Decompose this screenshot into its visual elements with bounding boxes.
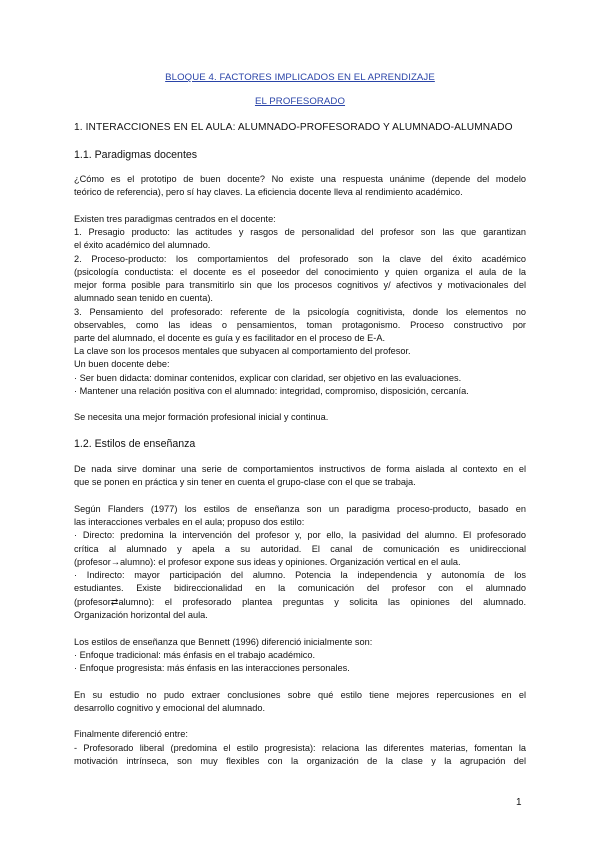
paragraph-line: desarrollo cognitivo y emocional del alumnado.	[74, 703, 266, 713]
bloque-title-link[interactable]: BLOQUE 4. FACTORES IMPLICADOS EN EL APRENDIZAJE	[165, 72, 435, 83]
paragraph-line: el éxito académico del alumnado.	[74, 240, 211, 250]
paragraph-line: 2. Proceso-producto: los comportamientos del profesorado son la clave del éxito académico	[74, 254, 526, 264]
paragraph-line: (profesor⇄alumno): el profesorado plantea preguntas y solicita las opiniones del alumnado.	[74, 597, 526, 607]
subsection-heading: 1.1. Paradigmas docentes	[74, 149, 198, 161]
paragraph-line: las interacciones verbales en el aula; propuso dos estilo:	[74, 517, 305, 527]
paragraph-line: Finalmente diferenció entre:	[74, 729, 188, 739]
paragraph-line: Según Flanders (1977) los estilos de enseñanza son un paradigma proceso-producto, basado en	[74, 504, 526, 514]
paragraph-line: 3. Pensamiento del profesorado: referente de la psicología cognitivista, donde los elementos no	[74, 307, 526, 317]
paragraph-line: · Enfoque progresista: más énfasis en las interacciones personales.	[74, 663, 350, 673]
paragraph-line: ¿Cómo es el prototipo de buen docente? No existe una respuesta unánime (depende del modelo	[74, 174, 526, 184]
paragraph-line: mejor forma posible para transmitirlo sin que los procesos cognitivos y/ afectivos y motivacionales del	[74, 280, 526, 290]
paragraph-line: En su estudio no pudo extraer conclusiones sobre qué estilo tiene mejores repercusiones en el	[74, 690, 526, 700]
page-number: 1	[516, 797, 522, 808]
paragraph-line: - Profesorado liberal (predomina el estilo progresista): relaciona las diferentes materias, fomentan la	[74, 743, 526, 753]
paragraph-line: que se ponen en práctica y sin tener en cuenta el grupo-clase con el que se trabaja.	[74, 477, 416, 487]
paragraph-line: Se necesita una mejor formación profesional inicial y continua.	[74, 412, 329, 422]
paragraph-line: teórico de referencia), pero sí hay claves. La eficiencia docente lleva al rendimiento académico.	[74, 187, 463, 197]
paragraph-line: Un buen docente debe:	[74, 359, 170, 369]
profesorado-title-link[interactable]: EL PROFESORADO	[254, 96, 346, 107]
paragraph-line: observables, como las ideas o pensamientos, toman protagonismo. Proceso constructivo por	[74, 320, 526, 330]
section-heading: 1. INTERACCIONES EN EL AULA: ALUMNADO-PROFESORADO Y ALUMNADO-ALUMNADO	[74, 122, 513, 133]
subsection-heading: 1.2. Estilos de enseñanza	[74, 438, 196, 450]
paragraph-line: crítica al alumnado y apela a su autoridad. El canal de comunicación es unidireccional	[74, 544, 526, 554]
paragraph-line: Los estilos de enseñanza que Bennett (1996) diferenció inicialmente son:	[74, 637, 373, 647]
paragraph-line: · Mantener una relación positiva con el alumnado: integridad, compromiso, disposición, cercanía.	[74, 386, 469, 396]
paragraph-line: (psicología conductista: el docente es el poseedor del conocimiento y quien organiza el aula de la	[74, 267, 526, 277]
paragraph-line: estudiantes. Existe bidireccionalidad en la comunicación del profesor con el alumnado	[74, 583, 526, 593]
paragraph-line: motivación intrínseca, son muy flexibles con la organización de la clase y la agrupación del	[74, 756, 526, 766]
paragraph-line: · Enfoque tradicional: más énfasis en el trabajo académico.	[74, 650, 316, 660]
paragraph-line: Organización horizontal del aula.	[74, 610, 208, 620]
paragraph-line: parte del alumnado, el docente es guía y es facilitador en el proceso de E-A.	[74, 333, 386, 343]
paragraph-line: Existen tres paradigmas centrados en el docente:	[74, 214, 276, 224]
paragraph-line: alumnado sean tenido en cuenta).	[74, 293, 213, 303]
paragraph-line: (profesor→alumno): el profesor expone sus ideas y opiniones. Organización vertical en el aula.	[74, 557, 461, 567]
paragraph-line: · Ser buen didacta: dominar contenidos, explicar con claridad, ser objetivo en las evaluaciones.	[74, 373, 462, 383]
paragraph-line: 1. Presagio producto: las actitudes y rasgos de personalidad del profesor son las que garantizan	[74, 227, 526, 237]
paragraph-line: · Indirecto: mayor participación del alumno. Potencia la independencia y autonomía de los	[74, 570, 526, 580]
paragraph-line: La clave son los procesos mentales que subyacen al comportamiento del profesor.	[74, 346, 411, 356]
paragraph-line: De nada sirve dominar una serie de comportamientos instructivos de forma aislada al contexto en el	[74, 464, 526, 474]
paragraph-line: · Directo: predomina la intervención del profesor y, por ello, la pasividad del alumno. El profesorado	[74, 530, 526, 540]
